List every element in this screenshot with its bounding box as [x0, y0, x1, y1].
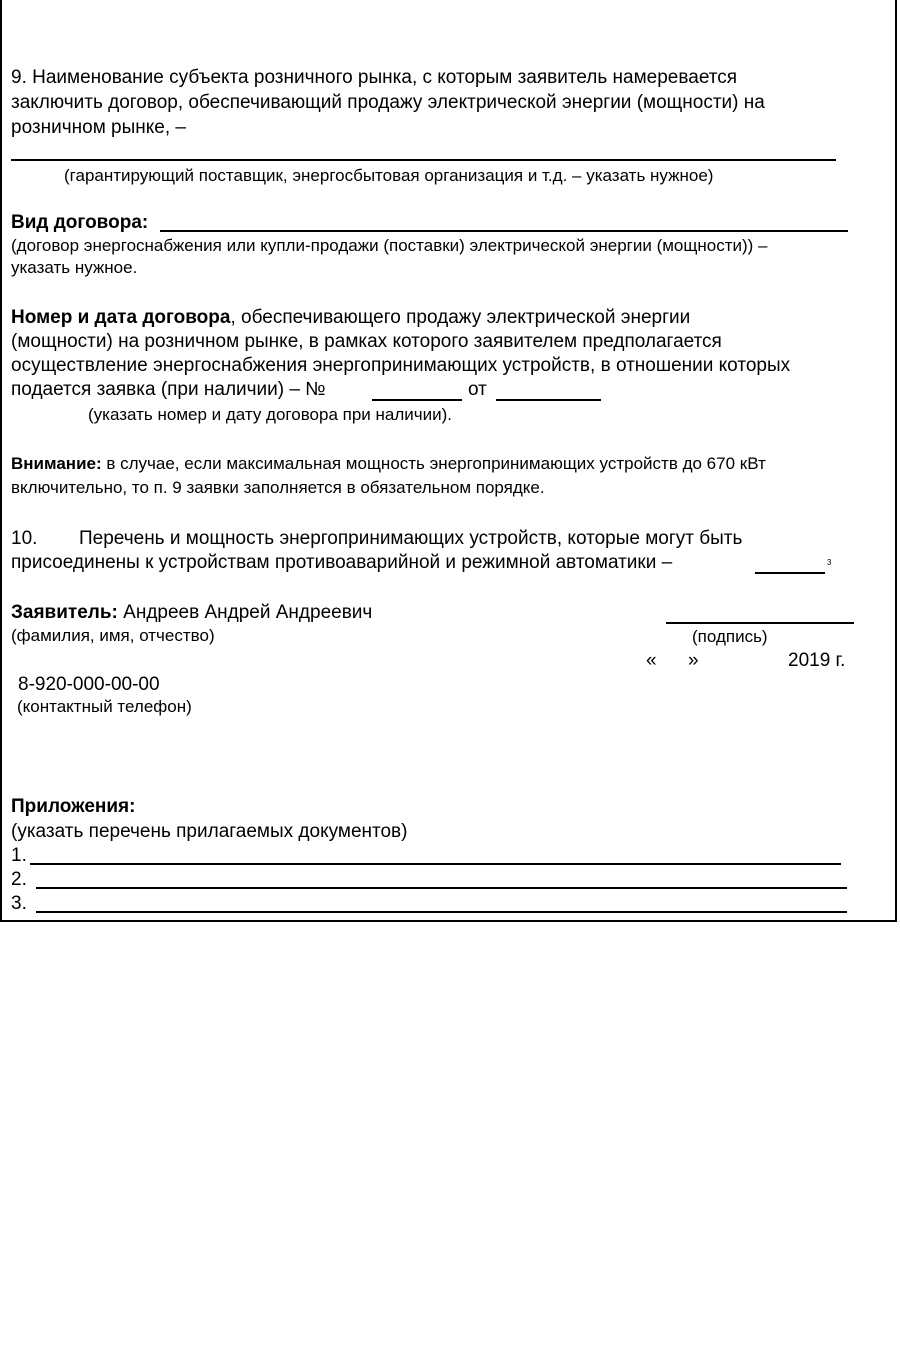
date-quote-close: »	[688, 650, 699, 671]
contract-number-line-4: подается заявка (при наличии) – №	[11, 379, 326, 400]
contract-type-hint-1: (договор энергоснабжения или купли-продажи (поставки) электрической энергии (мощности)) –	[11, 236, 768, 255]
contract-number-line-1-rest: , обеспечивающего продажу электрической энергии	[230, 307, 691, 328]
supplier-input-line[interactable]	[11, 159, 836, 161]
attachment-item-3-number: 3.	[11, 893, 27, 914]
section-10-line-1: Перечень и мощность энергопринимающих устройств, которые могут быть	[79, 528, 743, 549]
applicant-name: Андреев Андрей Андреевич	[117, 602, 373, 623]
notice-line-1	[11, 453, 766, 475]
contract-number-hint: (указать номер и дату договора при наличии).	[88, 405, 453, 424]
footnote-marker: 3	[827, 558, 832, 567]
supplier-hint: (гарантирующий поставщик, энергосбытовая организация и т.д. – указать нужное)	[64, 166, 714, 185]
signature-input-line[interactable]	[666, 622, 854, 624]
contract-number-line-1	[11, 306, 690, 330]
contact-phone-hint: (контактный телефон)	[17, 697, 192, 716]
attachment-item-1-number: 1.	[11, 845, 27, 866]
date-quote-open: «	[646, 650, 657, 671]
section-9-line-2: заключить договор, обеспечивающий продажу электрической энергии (мощности) на	[11, 92, 765, 113]
attachments-hint: (указать перечень прилагаемых документов)	[11, 821, 408, 842]
notice-line-2: включительно, то п. 9 заявки заполняется в обязательном порядке.	[11, 478, 545, 497]
contract-number-line-3: осуществление энергоснабжения энергопринимающих устройств, в отношении которых	[11, 355, 791, 376]
section-10-number: 10.	[11, 528, 38, 549]
notice-label: Внимание:	[11, 454, 102, 473]
contract-type-label: Вид договора:	[11, 212, 149, 233]
attachment-item-1-input-line[interactable]	[30, 863, 841, 865]
contract-number-line-2: (мощности) на розничном рынке, в рамках которого заявителем предполагается	[11, 331, 722, 352]
automation-devices-input-line[interactable]	[755, 572, 825, 574]
attachment-item-3-input-line[interactable]	[36, 911, 847, 913]
applicant-name-hint: (фамилия, имя, отчество)	[11, 626, 215, 645]
contract-date-from-label: от	[468, 379, 487, 400]
attachments-title: Приложения:	[11, 796, 136, 817]
applicant-line	[11, 601, 372, 625]
contact-phone: 8-920-000-00-00	[18, 674, 160, 695]
attachment-item-2-input-line[interactable]	[36, 887, 847, 889]
attachment-item-2-number: 2.	[11, 869, 27, 890]
signature-hint: (подпись)	[692, 627, 768, 646]
contract-type-input-line[interactable]	[160, 230, 848, 232]
section-10-line-2: присоединены к устройствам противоаварийной и режимной автоматики –	[11, 552, 673, 573]
date-year: 2019 г.	[788, 650, 846, 671]
contract-number-input-line[interactable]	[372, 399, 462, 401]
section-9-line-1: 9. Наименование субъекта розничного рынка, с которым заявитель намеревается	[11, 67, 738, 88]
section-9-line-3: розничном рынке, –	[11, 117, 186, 138]
contract-type-hint-2: указать нужное.	[11, 258, 138, 277]
notice-line-1-rest: в случае, если максимальная мощность энергопринимающих устройств до 670 кВт	[101, 454, 766, 473]
contract-date-input-line[interactable]	[496, 399, 601, 401]
applicant-label: Заявитель:	[11, 602, 118, 623]
contract-number-label: Номер и дата договора	[11, 307, 231, 328]
